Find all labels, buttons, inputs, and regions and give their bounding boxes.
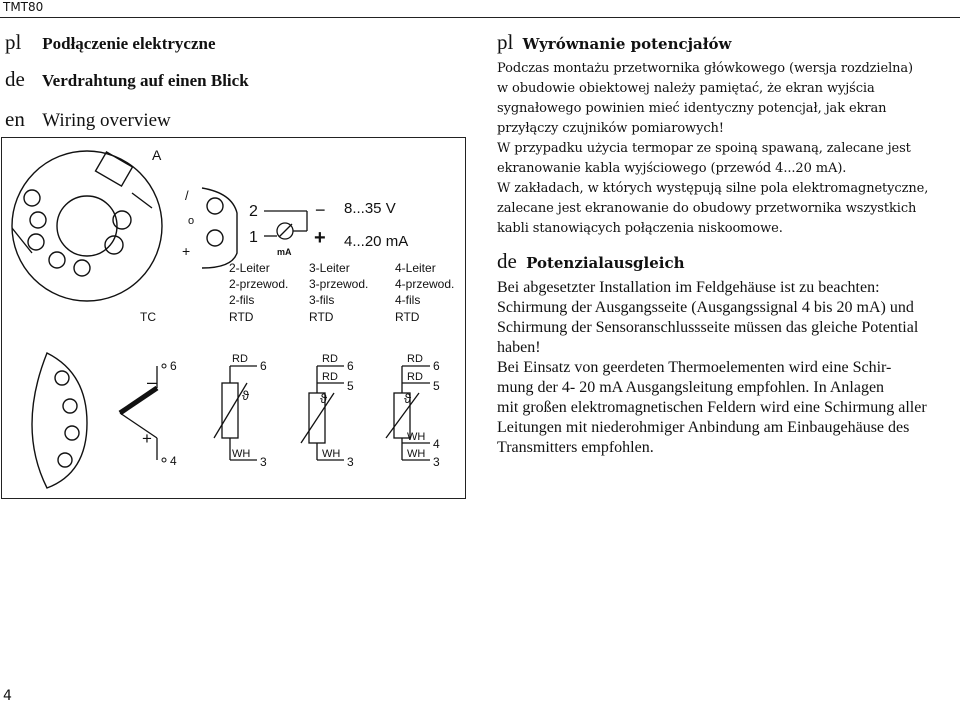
- de-line: Bei Einsatz von geerdeten Thermoelementen wird eine Schir-: [497, 359, 892, 376]
- svg-text:ϑ: ϑ: [404, 391, 412, 406]
- output-terminal-icon: [202, 188, 237, 268]
- sensor-terminal-icon: [32, 353, 87, 488]
- transmitter-head-icon: [12, 151, 162, 301]
- svg-text:3-Leiter: 3-Leiter: [309, 261, 350, 275]
- section-pl: [497, 30, 957, 239]
- de-line: haben!: [497, 339, 541, 356]
- plus-terminal: +: [314, 227, 326, 249]
- section-de-lang: de: [497, 249, 517, 273]
- supply-voltage: 8...35 V: [344, 200, 396, 217]
- de-line: Schirmung der Ausgangsseite (Ausgangssignal 4 bis 20 mA) und: [497, 299, 914, 316]
- svg-text:6: 6: [347, 359, 354, 373]
- svg-text:5: 5: [433, 379, 440, 393]
- wiring-diagram-svg: [2, 138, 465, 498]
- heading-pl-text: Podłączenie elektryczne: [42, 34, 216, 53]
- right-column: [497, 30, 957, 458]
- pl-line: W zakładach, w których występują silne pola elektromagnetyczne,: [497, 181, 929, 196]
- lang-code-pl: pl: [5, 30, 22, 54]
- svg-text:3-przewod.: 3-przewod.: [309, 277, 369, 291]
- svg-text:4-fils: 4-fils: [395, 293, 421, 307]
- svg-text:RD: RD: [232, 353, 248, 365]
- terminal-2-label: 2: [249, 203, 258, 220]
- svg-text:WH: WH: [407, 431, 426, 443]
- label-a: A: [152, 147, 162, 163]
- page-number: 4: [3, 688, 12, 704]
- svg-text:3: 3: [347, 455, 354, 469]
- pl-line: W przypadku użycia termopar ze spoiną spawaną, zalecane jest: [497, 141, 911, 156]
- minus-terminal: −: [315, 200, 326, 220]
- pl-line: ekranowanie kabla wyjściowego (przewód 4...20 mA).: [497, 161, 847, 176]
- svg-text:WH: WH: [407, 448, 426, 460]
- tc-label: TC: [140, 310, 156, 324]
- svg-text:RD: RD: [322, 371, 338, 383]
- pl-line: Podczas montażu przetwornika główkowego (wersja rozdzielna): [497, 61, 914, 76]
- svg-text:3: 3: [433, 455, 440, 469]
- column-3wire: [309, 261, 368, 324]
- de-line: Transmitters empfohlen.: [497, 439, 654, 456]
- section-pl-lang: pl: [497, 30, 514, 54]
- svg-text:RD: RD: [407, 371, 423, 383]
- pl-line: sygnałowego powinien mieć identyczny potencjał, jak ekran: [497, 101, 887, 116]
- wiring-diagram: [1, 137, 466, 499]
- svg-text:RTD: RTD: [309, 310, 334, 324]
- column-2wire: [229, 261, 288, 324]
- heading-en-text: Wiring overview: [42, 110, 171, 131]
- svg-text:RD: RD: [407, 353, 423, 365]
- heading-en: [5, 107, 171, 132]
- heading-de-text: Verdrahtung auf einen Blick: [41, 71, 249, 90]
- heading-de: [5, 67, 249, 92]
- svg-text:2-przewod.: 2-przewod.: [229, 277, 289, 291]
- de-line: Leitungen mit niederohmiger Anbindung am Einbaugehäuse des: [497, 419, 910, 436]
- de-line: Schirmung der Sensoranschlussseite müssen das gleiche Potential: [497, 319, 919, 336]
- svg-text:ϑ: ϑ: [320, 391, 328, 406]
- svg-text:/: /: [185, 188, 189, 203]
- svg-text:+: +: [142, 429, 152, 448]
- pl-line: zalecane jest ekranowanie do obudowy przetwornika wszystkich: [497, 201, 917, 216]
- svg-text:–: –: [147, 372, 158, 392]
- pl-line: w obudowie obiektowej należy pamiętać, że ekran wyjścia: [497, 81, 875, 96]
- svg-text:+: +: [182, 243, 191, 259]
- section-de: [497, 249, 957, 458]
- svg-text:2-Leiter: 2-Leiter: [229, 261, 270, 275]
- svg-text:WH: WH: [322, 448, 341, 460]
- section-de-title: Potenzialausgleich: [526, 254, 685, 272]
- terminal-1-label: 1: [249, 229, 258, 246]
- de-line: mung der 4- 20 mA Ausgangsleitung empfohlen. In Anlagen: [497, 379, 885, 396]
- pl-line: przyłączy czujników pomiarowych!: [497, 121, 724, 136]
- svg-text:5: 5: [347, 379, 354, 393]
- section-pl-title: Wyrównanie potencjałów: [522, 35, 732, 53]
- lang-code-en: en: [5, 107, 25, 131]
- svg-text:ϑ: ϑ: [242, 388, 250, 403]
- svg-text:RTD: RTD: [395, 310, 420, 324]
- header-rule: [0, 17, 960, 18]
- svg-text:4: 4: [433, 437, 440, 451]
- svg-text:2-fils: 2-fils: [229, 293, 255, 307]
- de-line: Bei abgesetzter Installation im Feldgehäuse ist zu beachten:: [497, 279, 880, 296]
- svg-text:3-fils: 3-fils: [309, 293, 335, 307]
- ammeter-icon: [264, 211, 307, 239]
- section-pl-heading: [497, 30, 957, 55]
- svg-text:6: 6: [433, 359, 440, 373]
- ma-label: mA: [277, 247, 292, 257]
- svg-text:6: 6: [260, 359, 267, 373]
- document-header-title: TMT80: [3, 0, 44, 14]
- svg-text:o: o: [188, 215, 195, 227]
- svg-text:4-przewod.: 4-przewod.: [395, 277, 455, 291]
- svg-text:4-Leiter: 4-Leiter: [395, 261, 436, 275]
- svg-text:RTD: RTD: [229, 310, 254, 324]
- svg-text:RD: RD: [322, 353, 338, 365]
- de-line: mit großen elektromagnetischen Feldern wird eine Schirmung aller: [497, 399, 927, 416]
- lang-code-de: de: [5, 67, 25, 91]
- tc-terminal-4: 4: [170, 454, 177, 468]
- heading-pl: [5, 30, 216, 55]
- tc-terminal-6: 6: [170, 359, 177, 373]
- svg-text:3: 3: [260, 455, 267, 469]
- supply-current: 4...20 mA: [344, 233, 409, 250]
- column-4wire: [395, 261, 454, 324]
- pl-line: kabli stanowiących połączenia niskoomowe.: [497, 221, 783, 236]
- svg-text:WH: WH: [232, 448, 251, 460]
- section-de-heading: [497, 249, 957, 274]
- rtd-2wire-icon: [214, 366, 257, 460]
